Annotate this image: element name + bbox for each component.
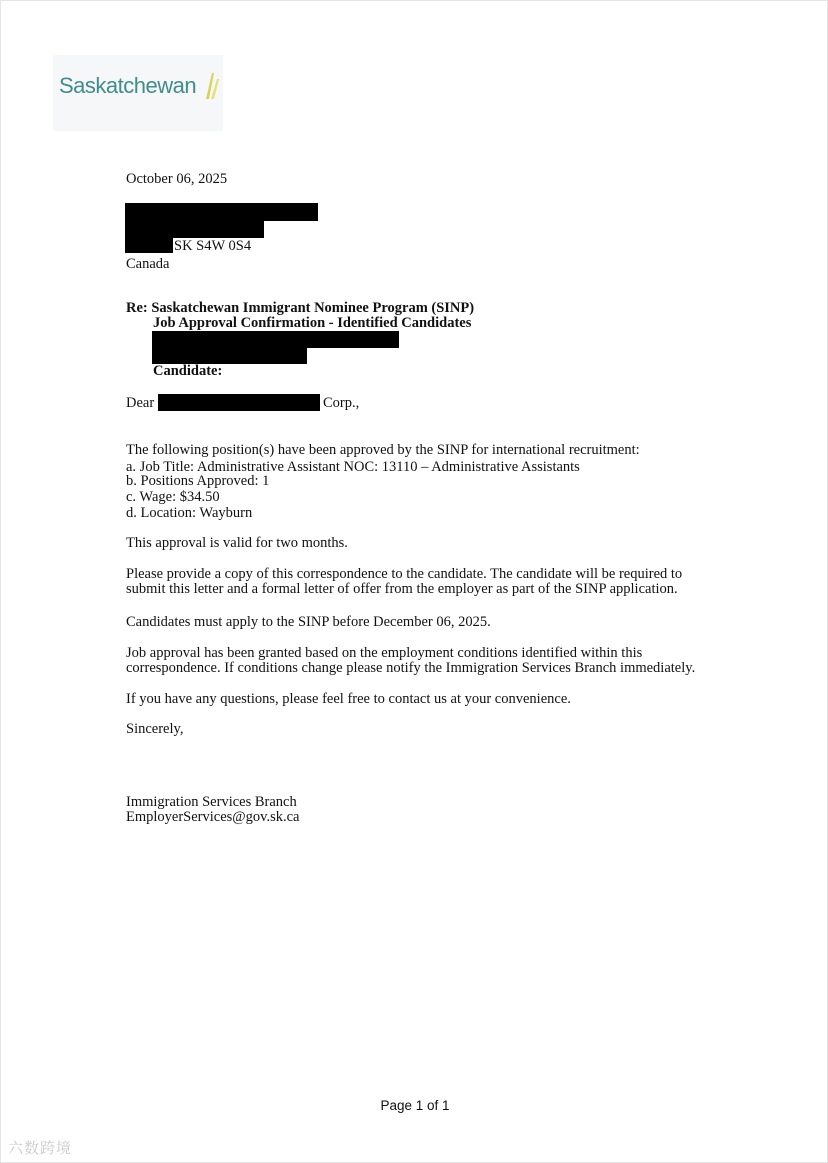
redacted-employer-name: [152, 331, 399, 348]
redacted-recipient-street: [125, 221, 264, 238]
re-line: Re: Saskatchewan Immigrant Nominee Program (SINP): [126, 300, 475, 316]
signature-email: EmployerServices@gov.sk.ca: [126, 809, 300, 825]
watermark: 六数跨境: [8, 1140, 73, 1157]
redacted-employer-detail: [152, 348, 307, 364]
candidate-label: Candidate:: [153, 363, 223, 379]
wheat-mark-icon: [203, 71, 221, 101]
wage-item: c. Wage: $34.50: [126, 489, 220, 505]
redacted-recipient-name: [125, 203, 318, 221]
deadline-paragraph: Candidates must apply to the SINP before December 06, 2025.: [126, 614, 491, 630]
address-postal: SK S4W 0S4: [174, 238, 252, 254]
redacted-salutation-name: [158, 394, 320, 411]
copy-paragraph-line-1: Please provide a copy of this correspondence to the candidate. The candidate will be required to: [126, 566, 683, 582]
letter-date: October 06, 2025: [126, 171, 228, 187]
intro-paragraph: The following position(s) have been approved by the SINP for international recruitment:: [126, 442, 640, 458]
location-item: d. Location: Wayburn: [126, 505, 253, 521]
closing: Sincerely,: [126, 721, 184, 737]
address-country: Canada: [126, 256, 170, 272]
page-number: Page 1 of 1: [380, 1098, 450, 1113]
signature-org: Immigration Services Branch: [126, 794, 297, 810]
job-title-item: a. Job Title: Administrative Assistant NOC: 13110 – Administrative Assistants: [126, 459, 580, 475]
salutation-prefix: Dear: [126, 395, 155, 411]
copy-paragraph-line-2: submit this letter and a formal letter of offer from the employer as part of the SINP application.: [126, 581, 678, 597]
positions-item: b. Positions Approved: 1: [126, 473, 270, 489]
salutation-suffix: Corp.,: [323, 395, 360, 411]
questions-paragraph: If you have any questions, please feel free to contact us at your convenience.: [126, 691, 571, 707]
re-subline: Job Approval Confirmation - Identified Candidates: [153, 315, 472, 331]
saskatchewan-logo: [53, 55, 223, 131]
conditions-paragraph-line-1: Job approval has been granted based on the employment conditions identified within this: [126, 645, 643, 661]
validity-paragraph: This approval is valid for two months.: [126, 535, 348, 551]
redacted-recipient-city: [125, 238, 173, 253]
conditions-paragraph-line-2: correspondence. If conditions change please notify the Immigration Services Branch immediately.: [126, 660, 696, 676]
logo-wordmark: Saskatchewan: [59, 73, 197, 98]
